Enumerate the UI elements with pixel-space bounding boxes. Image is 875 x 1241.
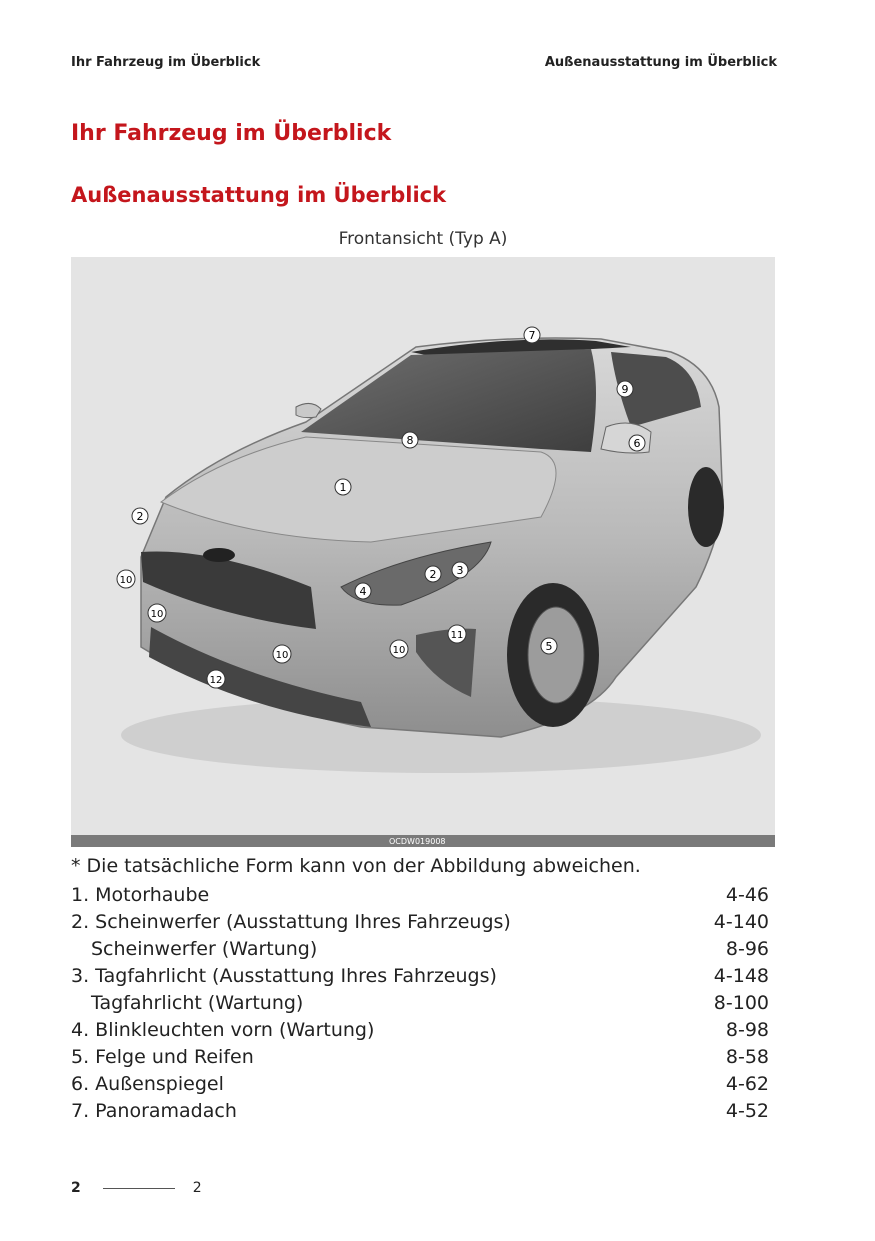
callout-1 <box>335 479 351 495</box>
callout-8 <box>402 432 418 448</box>
item-label: 6. Außenspiegel <box>71 1073 224 1095</box>
callout-3 <box>452 562 468 578</box>
item-label: 5. Felge und Reifen <box>71 1046 254 1068</box>
callout-9 <box>617 381 633 397</box>
item-page-ref: 8-98 <box>725 1019 769 1041</box>
list-item <box>71 963 769 990</box>
left-mirror <box>296 403 321 417</box>
item-label: 2. Scheinwerfer (Ausstattung Ihres Fahrzeugs) <box>71 911 511 933</box>
item-label: 3. Tagfahrlicht (Ausstattung Ihres Fahrzeugs) <box>71 965 497 987</box>
list-item <box>71 1098 769 1125</box>
callout-6 <box>629 435 645 451</box>
figure-caption: Frontansicht (Typ A) <box>338 229 508 249</box>
list-item <box>71 909 769 936</box>
svg-text:2: 2 <box>136 510 144 523</box>
item-page-ref: 4-52 <box>725 1100 769 1122</box>
running-header-right: Außenausstattung im Überblick <box>544 55 777 70</box>
callout-10a <box>117 570 135 588</box>
figure-code: OCDW019008 <box>389 837 446 846</box>
item-label: Scheinwerfer (Wartung) <box>91 938 318 960</box>
callout-4 <box>355 583 371 599</box>
page-footer <box>71 1180 202 1196</box>
item-label: 7. Panoramadach <box>71 1100 237 1122</box>
svg-text:5: 5 <box>545 640 553 653</box>
item-label: 1. Motorhaube <box>71 884 210 906</box>
callout-7 <box>524 327 540 343</box>
component-list <box>71 882 769 1125</box>
svg-text:4: 4 <box>359 585 367 598</box>
front-rim <box>528 607 584 703</box>
svg-text:10: 10 <box>150 609 164 620</box>
page-number-right: 2 <box>192 1180 202 1196</box>
item-page-ref: 8-58 <box>725 1046 769 1068</box>
callout-5 <box>541 638 557 654</box>
running-header-left: Ihr Fahrzeug im Überblick <box>71 55 261 70</box>
item-label: 4. Blinkleuchten vorn (Wartung) <box>71 1019 375 1041</box>
list-item <box>71 936 769 963</box>
item-page-ref: 4-62 <box>725 1073 769 1095</box>
disclaimer-note: * Die tatsächliche Form kann von der Abbildung abweichen. <box>71 855 641 877</box>
svg-text:6: 6 <box>633 437 641 450</box>
svg-text:9: 9 <box>621 383 629 396</box>
callout-10d <box>390 640 408 658</box>
svg-text:2: 2 <box>429 568 437 581</box>
callout-12 <box>207 670 225 688</box>
page-title: Ihr Fahrzeug im Überblick <box>71 121 392 146</box>
svg-text:10: 10 <box>119 575 133 586</box>
car-drawing <box>71 257 775 847</box>
callout-2a <box>132 508 148 524</box>
item-page-ref: 8-100 <box>713 992 769 1014</box>
item-page-ref: 8-96 <box>725 938 769 960</box>
item-page-ref: 4-148 <box>713 965 769 987</box>
svg-text:10: 10 <box>275 650 289 661</box>
svg-text:7: 7 <box>528 329 536 342</box>
callout-10b <box>148 604 166 622</box>
page-number-left: 2 <box>71 1180 81 1196</box>
svg-text:8: 8 <box>406 434 414 447</box>
kia-logo <box>203 548 235 562</box>
list-item <box>71 1044 769 1071</box>
rear-wheel <box>688 467 724 547</box>
callout-11 <box>448 625 466 643</box>
list-item <box>71 1071 769 1098</box>
footer-rule <box>103 1188 175 1189</box>
svg-text:11: 11 <box>450 630 464 641</box>
item-label: Tagfahrlicht (Wartung) <box>91 992 304 1014</box>
callout-10c <box>273 645 291 663</box>
list-item <box>71 882 769 909</box>
section-title: Außenausstattung im Überblick <box>71 183 447 207</box>
svg-text:3: 3 <box>456 564 464 577</box>
list-item <box>71 990 769 1017</box>
svg-text:12: 12 <box>209 675 223 686</box>
car-front-view-illustration <box>71 257 775 847</box>
svg-text:1: 1 <box>339 481 347 494</box>
svg-text:10: 10 <box>392 645 406 656</box>
callout-2b <box>425 566 441 582</box>
item-page-ref: 4-46 <box>725 884 769 906</box>
item-page-ref: 4-140 <box>713 911 769 933</box>
figure-code-bar <box>71 835 775 847</box>
list-item <box>71 1017 769 1044</box>
